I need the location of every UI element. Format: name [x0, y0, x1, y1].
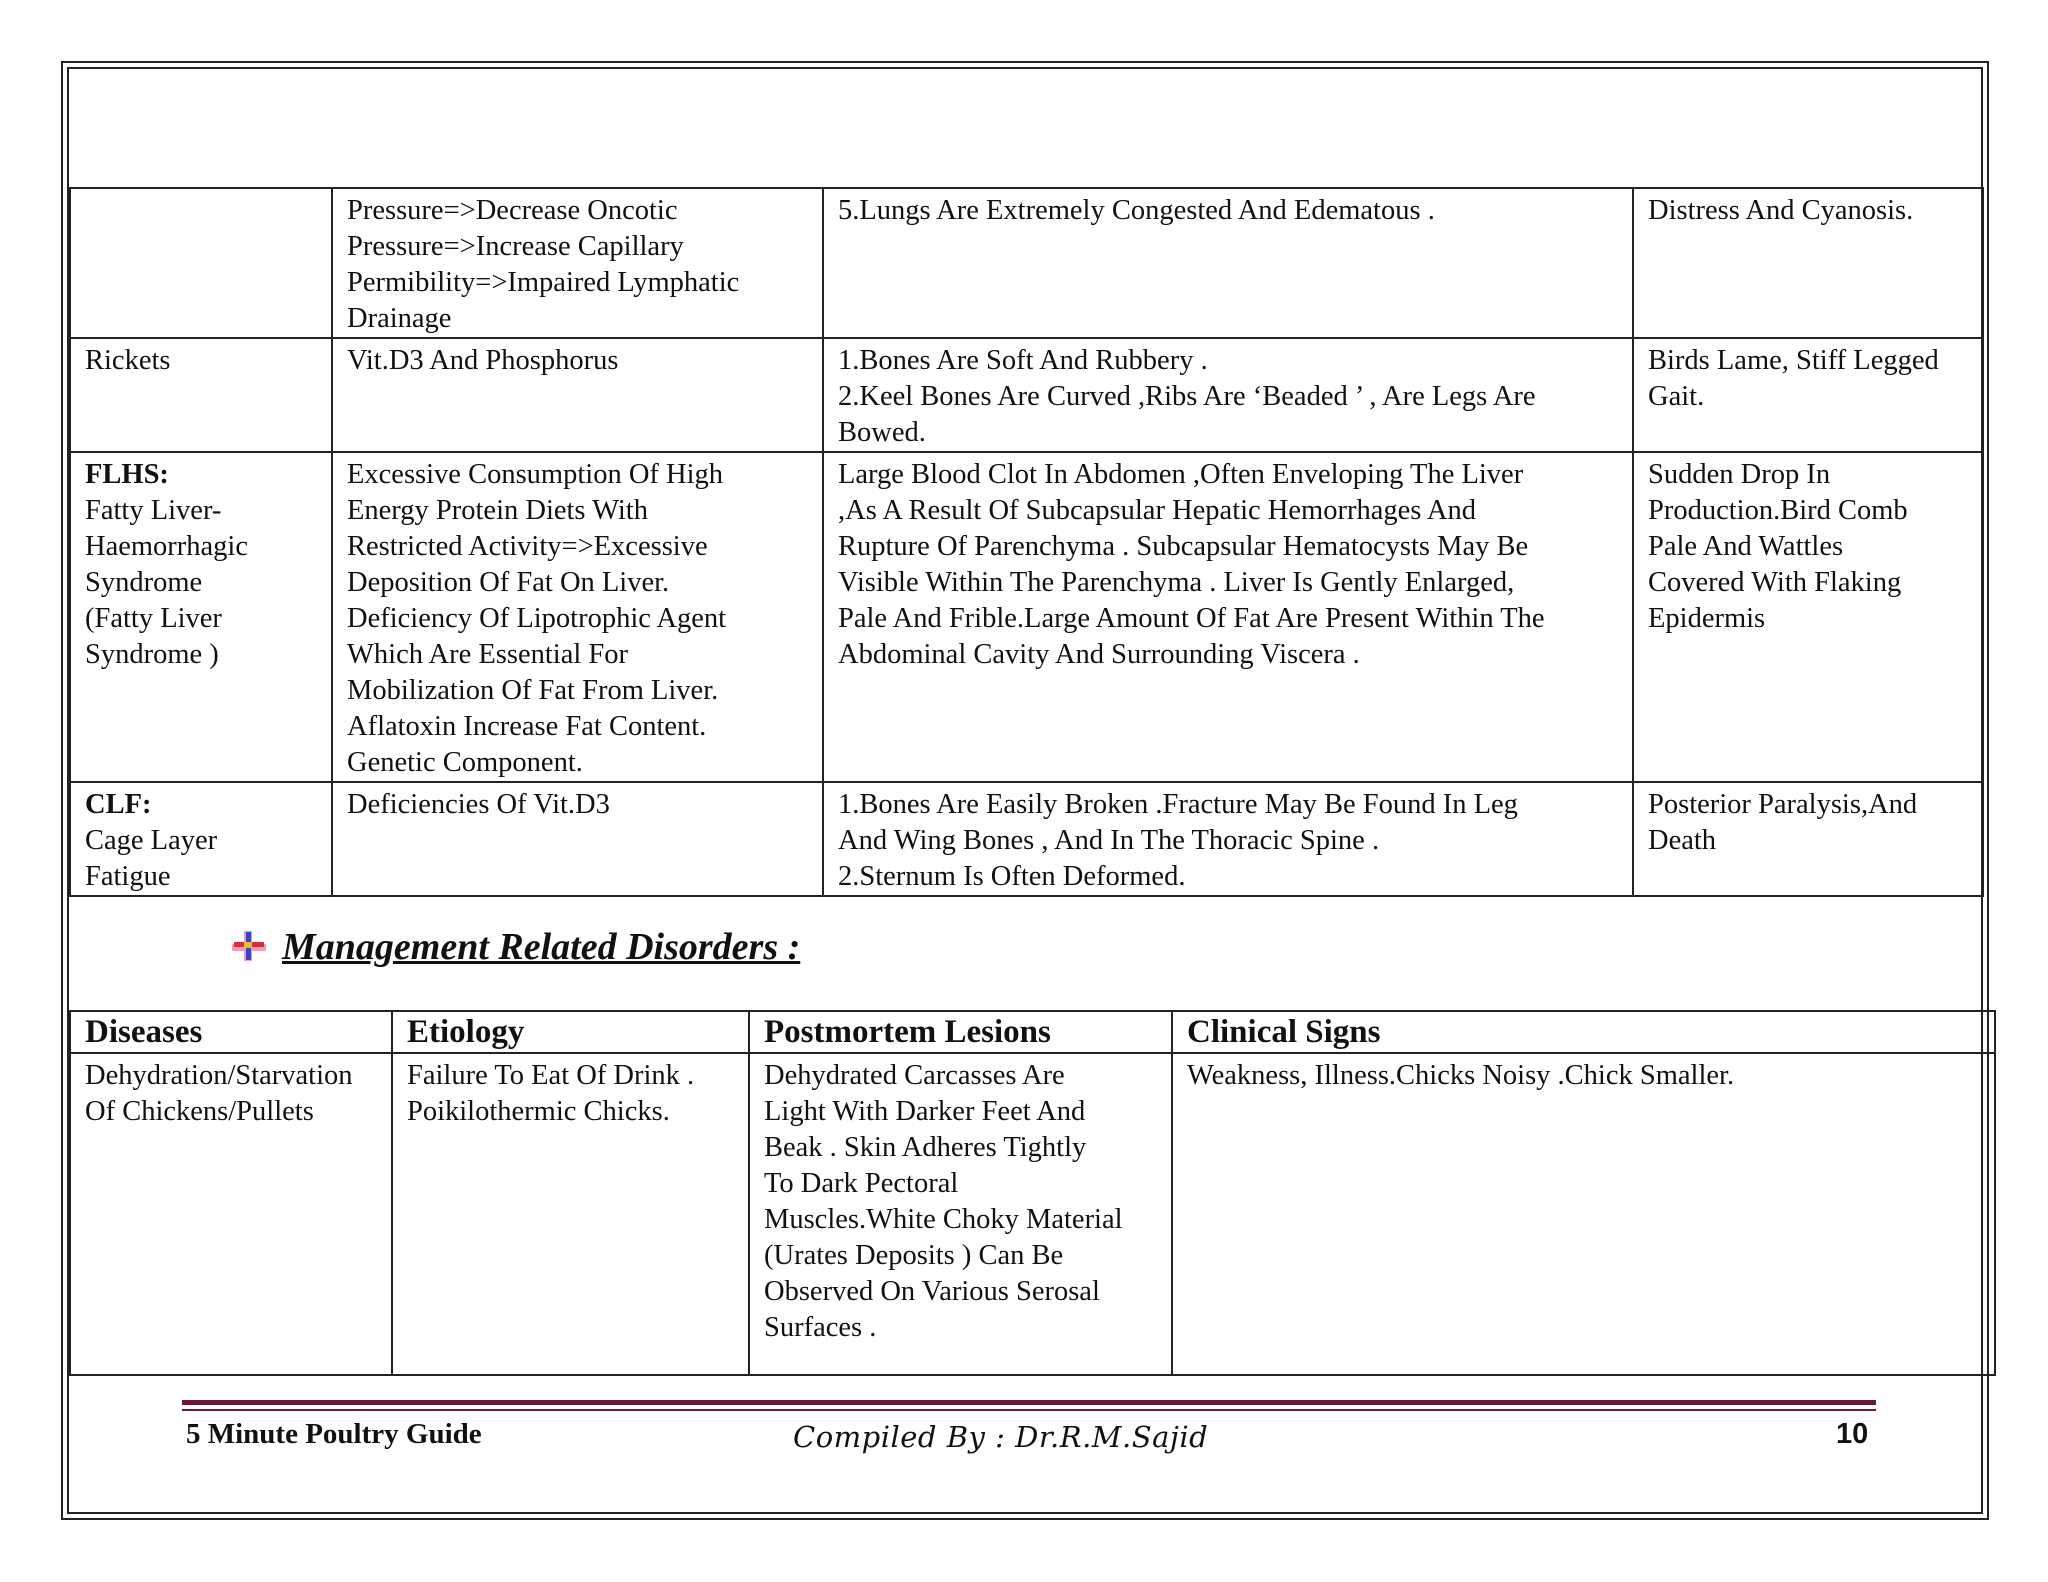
etiology-cell: Failure To Eat Of Drink . Poikilothermic Chicks.: [392, 1053, 749, 1375]
lesions-cell: 5.Lungs Are Extremely Congested And Edematous .: [823, 188, 1633, 338]
etiology-cell: Deficiencies Of Vit.D3: [332, 782, 823, 896]
table-row: [70, 338, 1983, 452]
footer-compiled-by: Compiled By : Dr.R.M.Sajid: [793, 1420, 1209, 1454]
page-number: 10: [1836, 1418, 1869, 1450]
signs-cell: Distress And Cyanosis.: [1633, 188, 1983, 338]
table-row: [70, 1053, 1995, 1375]
column-header-diseases: Diseases: [70, 1011, 392, 1053]
disease-cell: Rickets: [70, 338, 332, 452]
section-title: Management Related Disorders :: [282, 926, 801, 968]
disease-cell: [70, 188, 332, 338]
etiology-cell: Pressure=>Decrease Oncotic Pressure=>Increase Capillary Permibility=>Impaired Lymphatic Drainage: [332, 188, 823, 338]
disease-cell: [70, 452, 332, 782]
footer-rule-thin: [182, 1409, 1876, 1411]
bullet-cross-icon: [230, 929, 268, 963]
table-row: [70, 188, 1983, 338]
lesions-cell: 1.Bones Are Easily Broken .Fracture May Be Found In Leg And Wing Bones , And In The Thoracic Spine . 2.Sternum Is Often Deformed.: [823, 782, 1633, 896]
column-header-etiology: Etiology: [392, 1011, 749, 1053]
disease-abbreviation: FLHS:: [85, 459, 169, 490]
disorders-table-continued: [69, 187, 1984, 897]
lesions-cell: Large Blood Clot In Abdomen ,Often Enveloping The Liver ,As A Result Of Subcapsular Hepatic Hemorrhages And Rupture Of Parenchyma . Subcapsular Hematocysts May Be Visible Within The Parenchyma . Liver Is Gently Enlarged, Pale And Frible.Large Amount Of Fat Are Present Within The Abdominal Cavity And Surrounding Viscera .: [823, 452, 1633, 782]
signs-cell: Posterior Paralysis,And Death: [1633, 782, 1983, 896]
disease-cell: [70, 782, 332, 896]
lesions-cell: 1.Bones Are Soft And Rubbery . 2.Keel Bones Are Curved ,Ribs Are ‘Beaded ’ , Are Legs Are Bowed.: [823, 338, 1633, 452]
lesions-cell: Dehydrated Carcasses Are Light With Darker Feet And Beak . Skin Adheres Tightly To Dark Pectoral Muscles.White Choky Material (Urates Deposits ) Can Be Observed On Various Serosal Surfaces .: [749, 1053, 1172, 1375]
table-row: [70, 782, 1983, 896]
table-row: [70, 452, 1983, 782]
footer-rule-thick: [182, 1400, 1876, 1405]
disease-full-name: Cage Layer Fatigue: [85, 825, 218, 892]
etiology-cell: Vit.D3 And Phosphorus: [332, 338, 823, 452]
footer-book-title: 5 Minute Poultry Guide: [186, 1418, 482, 1450]
column-header-postmortem-lesions: Postmortem Lesions: [749, 1011, 1172, 1053]
table-header-row: [70, 1011, 1995, 1053]
disease-abbreviation: CLF:: [85, 789, 152, 820]
management-disorders-table: [69, 1010, 1996, 1376]
signs-cell: Birds Lame, Stiff Legged Gait.: [1633, 338, 1983, 452]
signs-cell: Sudden Drop In Production.Bird Comb Pale And Wattles Covered With Flaking Epidermis: [1633, 452, 1983, 782]
column-header-clinical-signs: Clinical Signs: [1172, 1011, 1995, 1053]
signs-cell: Weakness, Illness.Chicks Noisy .Chick Smaller.: [1172, 1053, 1995, 1375]
etiology-cell: Excessive Consumption Of High Energy Protein Diets With Restricted Activity=>Excessive Deposition Of Fat On Liver. Deficiency Of Lipotrophic Agent Which Are Essential For Mobilization Of Fat From Liver. Aflatoxin Increase Fat Content. Genetic Component.: [332, 452, 823, 782]
disease-cell: Dehydration/Starvation Of Chickens/Pullets: [70, 1053, 392, 1375]
disease-full-name: Fatty Liver- Haemorrhagic Syndrome (Fatty Liver Syndrome ): [85, 495, 248, 670]
